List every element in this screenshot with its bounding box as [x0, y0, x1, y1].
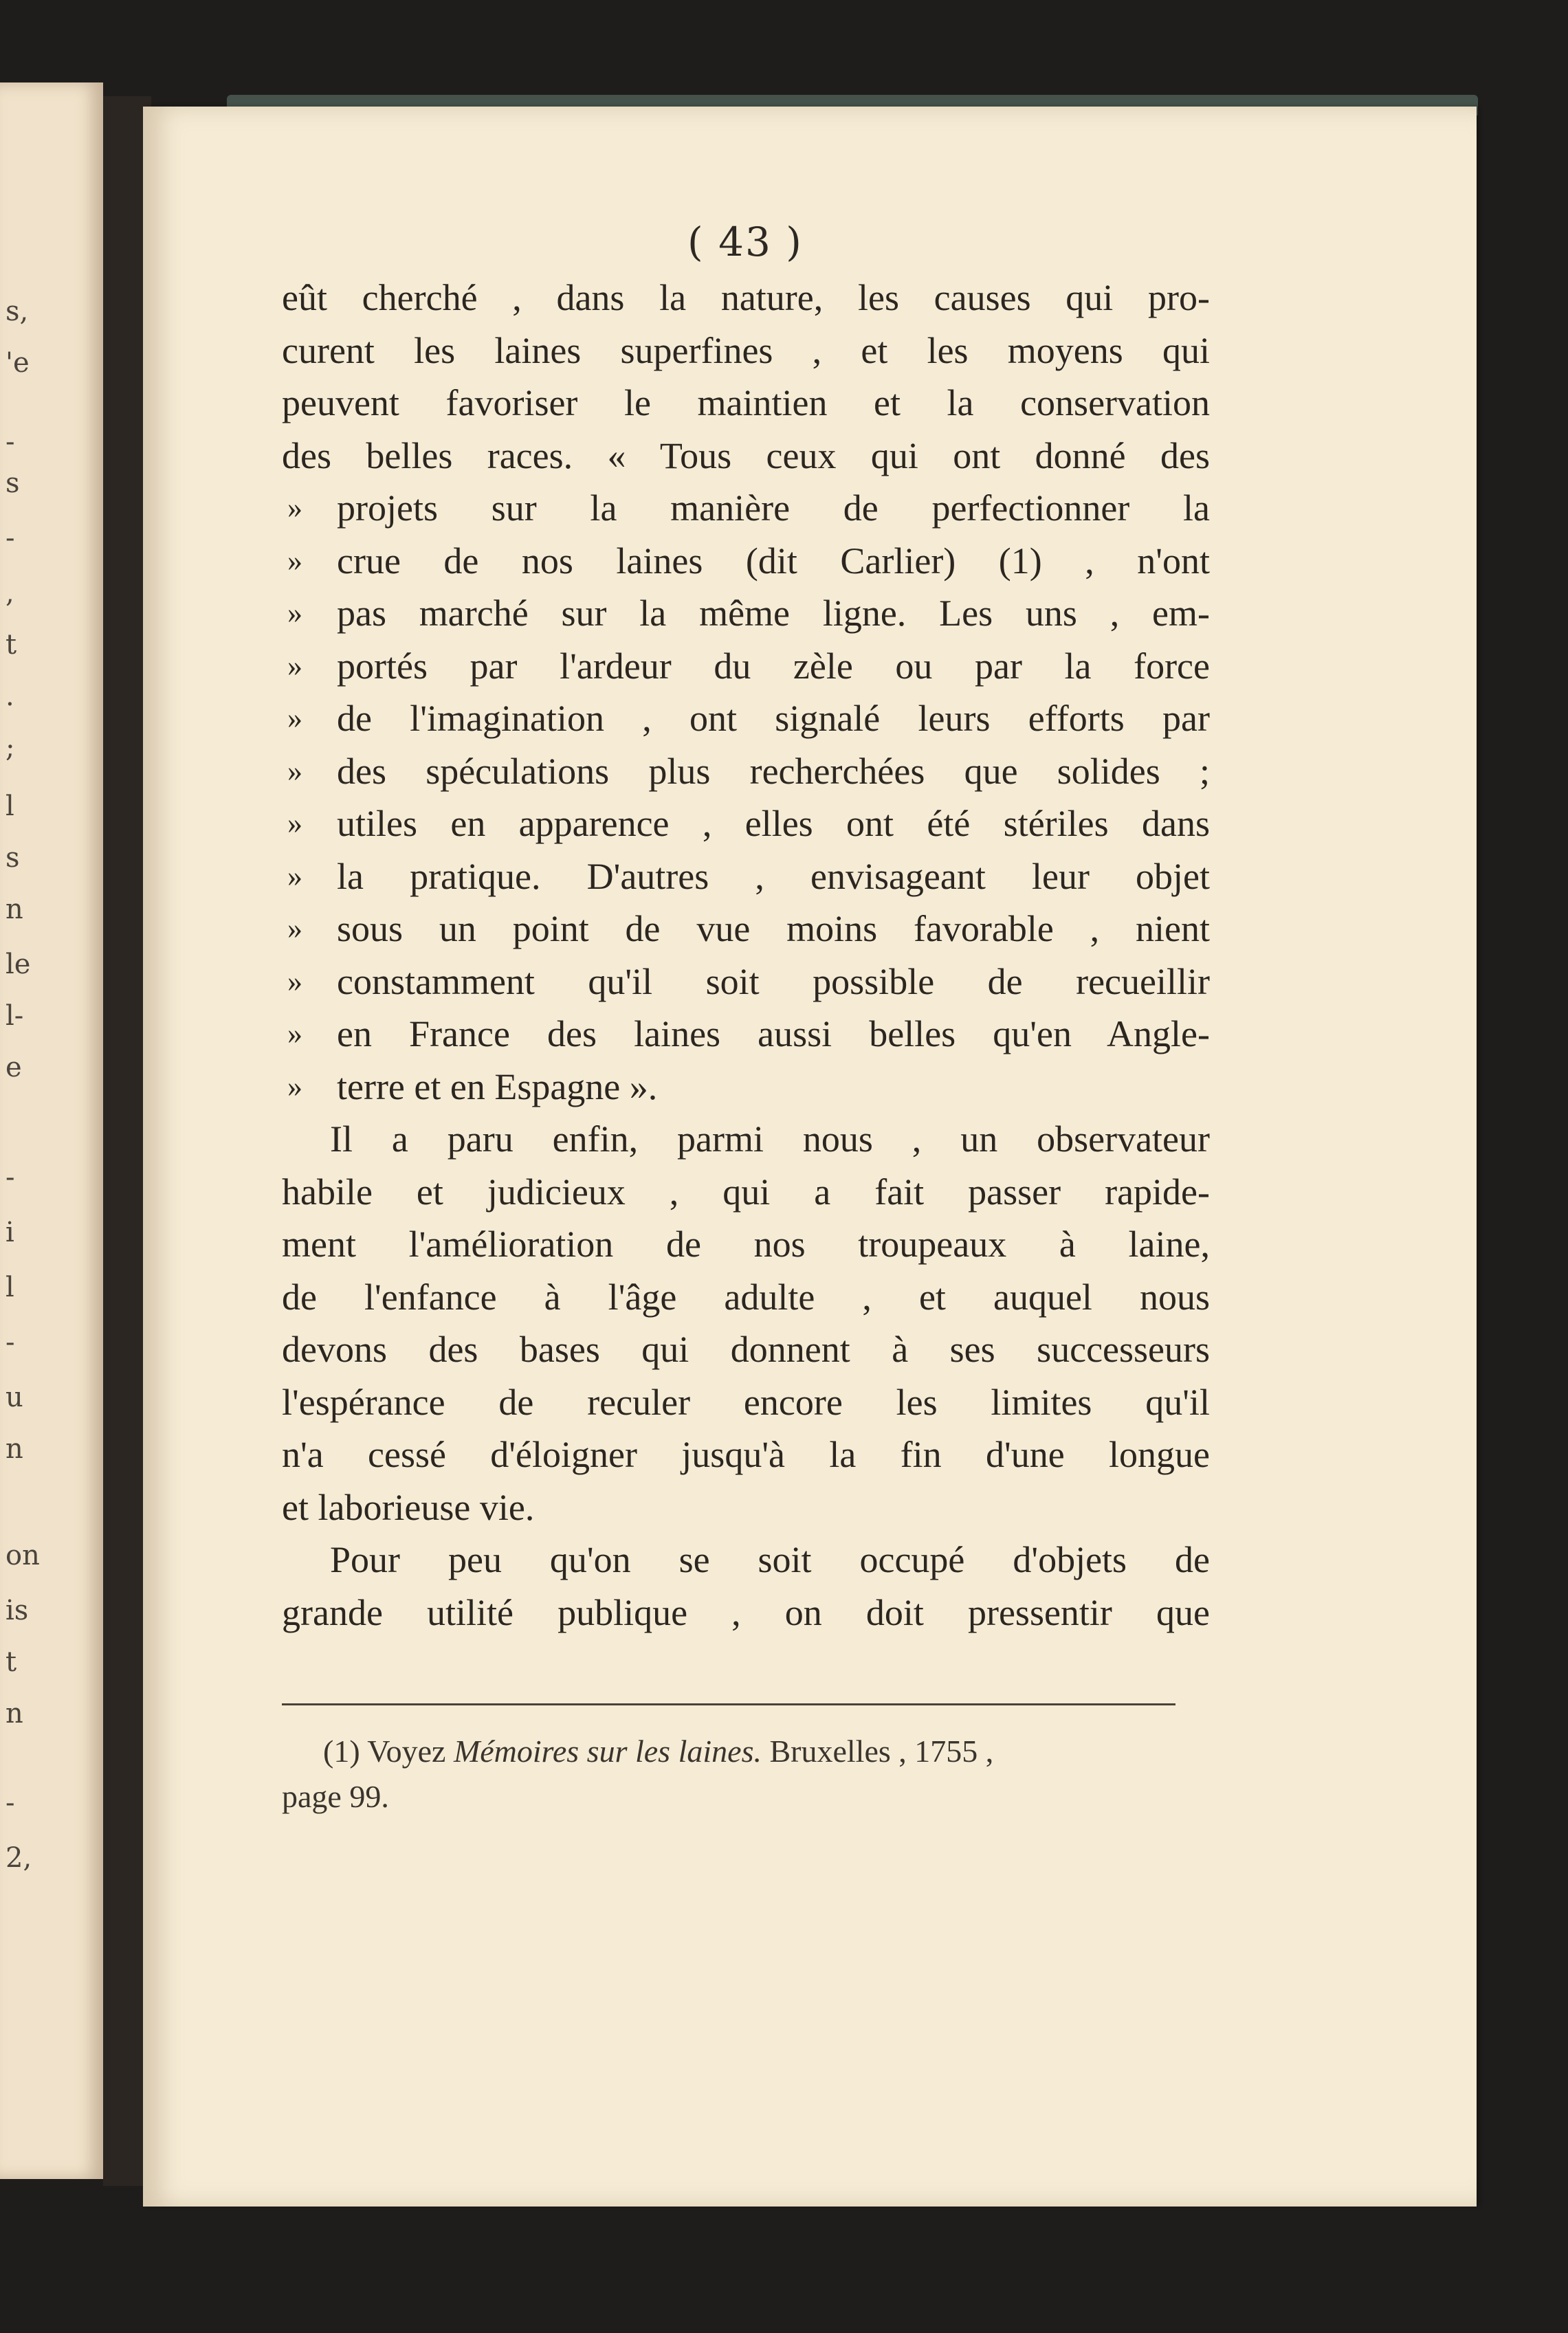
facing-page-fragment: u — [5, 1382, 23, 1413]
line-text: curent les laines superfines , et les moyens qui — [282, 329, 1210, 371]
line-text: terre et en Espagne ». — [337, 1065, 658, 1107]
line-text: Pour peu qu'on se soit occupé d'objets de — [330, 1539, 1210, 1580]
footnote-line: page 99. — [282, 1779, 389, 1814]
text-line — [282, 1218, 1210, 1271]
text-line — [282, 1376, 1210, 1429]
text-line — [282, 903, 1210, 955]
text-line — [282, 1271, 1210, 1324]
facing-page-fragment: n — [5, 1698, 23, 1729]
footnote-title: Mémoires sur les laines. — [453, 1734, 762, 1769]
text-line — [282, 535, 1210, 588]
facing-page-fragment: on — [5, 1540, 40, 1571]
facing-page-fragment: - — [5, 1327, 15, 1358]
text-line — [282, 587, 1210, 640]
line-text: crue de nos laines (dit Carlier) (1) , n'ont — [337, 540, 1210, 582]
text-line — [282, 482, 1210, 535]
line-text: en France des laines aussi belles qu'en Angle- — [337, 1013, 1210, 1054]
text-line — [282, 272, 1210, 324]
text-line — [282, 1113, 1210, 1166]
footnote-marker: (1) Voyez — [323, 1734, 446, 1769]
quote-mark: » — [287, 911, 302, 945]
text-line — [282, 640, 1210, 693]
text-line — [282, 1008, 1210, 1061]
line-text: habile et judicieux , qui a fait passer rapide- — [282, 1171, 1210, 1213]
line-text: eût cherché , dans la nature, les causes qui pro- — [282, 277, 1210, 318]
quote-mark: » — [287, 491, 302, 524]
quote-mark: » — [287, 859, 302, 893]
line-text: grande utilité publique , on doit pressentir que — [282, 1591, 1210, 1633]
facing-page-fragment: s, — [5, 296, 29, 327]
text-line — [282, 745, 1210, 798]
facing-page-fragment: - — [5, 1787, 15, 1819]
facing-page-fragment: s — [5, 467, 20, 499]
text-line — [282, 1586, 1210, 1639]
line-text: l'espérance de reculer encore les limites qu'il — [282, 1381, 1210, 1423]
line-text: sous un point de vue moins favorable , nient — [337, 908, 1210, 949]
quote-mark: » — [287, 1069, 302, 1103]
text-line — [282, 1061, 1210, 1114]
facing-page-fragment: - — [5, 1162, 15, 1193]
page-number: ( 43 ) — [687, 219, 803, 265]
text-line — [282, 850, 1210, 903]
quote-mark: » — [287, 543, 302, 577]
line-text: pas marché sur la même ligne. Les uns , em- — [337, 593, 1210, 634]
facing-page-fragment: l — [5, 1272, 14, 1303]
quote-mark: » — [287, 596, 302, 630]
facing-page-fragment: , — [5, 577, 14, 609]
line-text: la pratique. D'autres , envisageant leur objet — [337, 855, 1210, 897]
line-text: projets sur la manière de perfectionner la — [337, 487, 1210, 529]
body-text — [282, 272, 1210, 1639]
line-text: utiles en apparence , elles ont été stériles dans — [337, 803, 1210, 844]
facing-page-fragment: n — [5, 1433, 23, 1465]
quote-mark: » — [287, 1017, 302, 1050]
facing-page-fragment: le — [5, 949, 31, 980]
facing-page-fragment: i — [5, 1217, 14, 1248]
footnote-rest: Bruxelles , 1755 , — [769, 1734, 994, 1769]
line-text: de l'imagination , ont signalé leurs efforts par — [337, 698, 1210, 739]
quote-mark: » — [287, 648, 302, 683]
line-text: constamment qu'il soit possible de recueillir — [337, 960, 1210, 1002]
line-text: de l'enfance à l'âge adulte , et auquel nous — [282, 1276, 1210, 1318]
quote-mark: » — [287, 701, 302, 735]
facing-page-fragment: n — [5, 894, 23, 925]
facing-page-fragment: - — [5, 522, 15, 554]
text-line — [282, 692, 1210, 745]
facing-page-fragment: t — [5, 629, 17, 661]
facing-page-fragment: 'e — [5, 347, 30, 379]
quote-mark: » — [287, 964, 302, 998]
line-text: des spéculations plus recherchées que solides ; — [337, 750, 1210, 792]
facing-page-fragment: is — [5, 1595, 29, 1626]
line-text: Il a paru enfin, parmi nous , un observateur — [330, 1118, 1210, 1160]
text-line — [282, 1534, 1210, 1586]
text-line — [282, 1166, 1210, 1219]
line-text: devons des bases qui donnent à ses successeurs — [282, 1329, 1210, 1370]
footnote-rule — [282, 1703, 1175, 1705]
facing-page-fragment: ; — [5, 732, 15, 764]
line-text: ment l'amélioration de nos troupeaux à laine, — [282, 1224, 1210, 1265]
footnote-line — [282, 1729, 1210, 1774]
line-text: portés par l'ardeur du zèle ou par la force — [337, 645, 1210, 687]
facing-page-fragment: s — [5, 842, 20, 874]
text-line — [282, 430, 1210, 483]
facing-page-fragment: - — [5, 426, 15, 458]
text-line — [282, 1481, 1210, 1534]
text-line — [282, 1428, 1210, 1481]
line-text: et laborieuse vie. — [282, 1486, 535, 1528]
line-text: n'a cessé d'éloigner jusqu'à la fin d'une longue — [282, 1434, 1210, 1475]
text-line — [282, 324, 1210, 377]
facing-page-fragment: . — [5, 681, 14, 712]
facing-page-fragment: l- — [5, 1000, 24, 1032]
footnote — [282, 1729, 1210, 1820]
text-line — [282, 377, 1210, 430]
text-line — [282, 797, 1210, 850]
facing-page-fragment: t — [5, 1646, 17, 1678]
line-text: peuvent favoriser le maintien et la conservation — [282, 382, 1210, 423]
line-text: des belles races. « Tous ceux qui ont donné des — [282, 434, 1210, 476]
quote-mark: » — [287, 806, 302, 840]
facing-page-fragment: 2, — [5, 1842, 32, 1874]
quote-mark: » — [287, 753, 302, 788]
facing-page-fragment: l — [5, 790, 14, 822]
text-line — [282, 955, 1210, 1008]
facing-page-fragment: e — [5, 1052, 22, 1083]
text-line — [282, 1323, 1210, 1376]
